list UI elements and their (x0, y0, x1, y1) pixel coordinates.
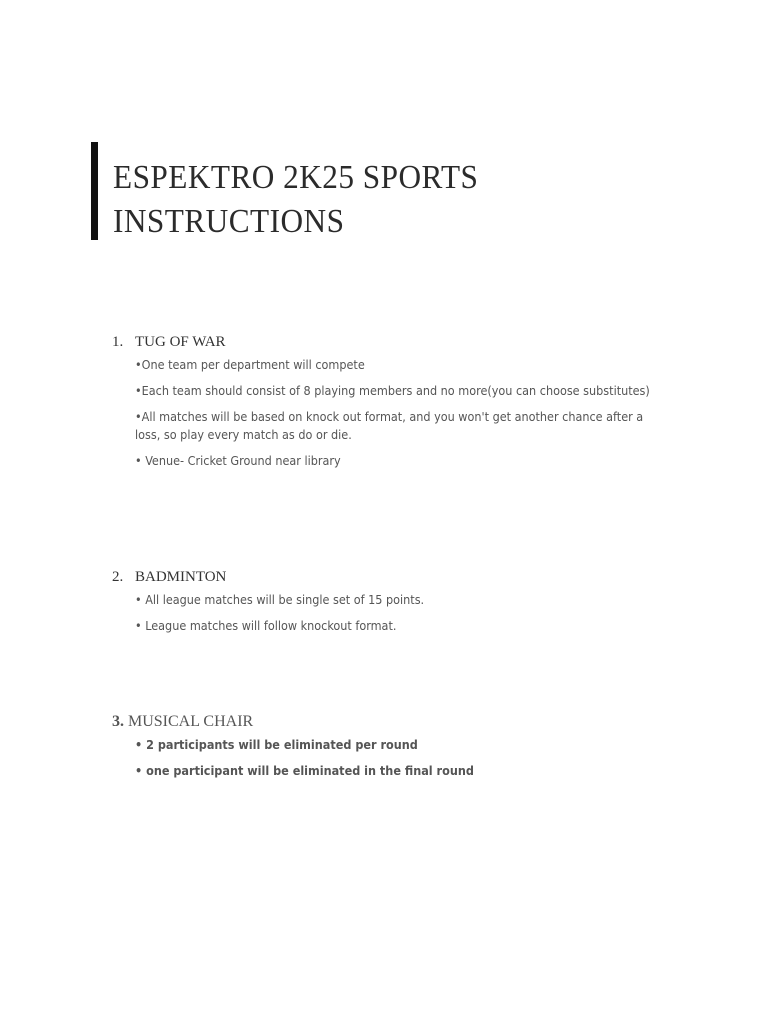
section-number: 2. (112, 569, 124, 585)
section-heading (112, 712, 672, 732)
list-item: • All league matches will be single set of 15 points. (135, 592, 425, 607)
list-item: • one participant will be eliminated in the final round (135, 763, 474, 778)
section-title: MUSICAL CHAIR (128, 713, 254, 730)
bullet-list (135, 591, 672, 635)
bullet-list (135, 356, 672, 470)
section-musical-chair (112, 712, 672, 780)
list-item: •All matches will be based on knock out format, and you won't get another chance after a loss, so play every match as do or die. (135, 409, 644, 442)
section-title: BADMINTON (135, 569, 227, 585)
title-accent-bar (91, 142, 98, 240)
section-number: 1. (112, 334, 124, 350)
list-item: •One team per department will compete (135, 357, 365, 372)
section-heading (112, 567, 672, 587)
list-item: •Each team should consist of 8 playing members and no more(you can choose substitutes) (135, 383, 650, 398)
section-badminton (112, 567, 672, 635)
title-line-1: ESPEKTRO 2K25 SPORTS (113, 159, 479, 196)
list-item: • 2 participants will be eliminated per round (135, 737, 418, 752)
list-item: • League matches will follow knockout format. (135, 618, 397, 633)
section-number: 3. (112, 713, 124, 730)
list-item: • Venue- Cricket Ground near library (135, 453, 341, 468)
bullet-list (135, 736, 672, 780)
page-title (113, 156, 665, 244)
title-line-2: INSTRUCTIONS (113, 203, 345, 240)
section-heading (112, 332, 672, 352)
section-title: TUG OF WAR (135, 334, 226, 350)
section-tug-of-war (112, 332, 672, 470)
